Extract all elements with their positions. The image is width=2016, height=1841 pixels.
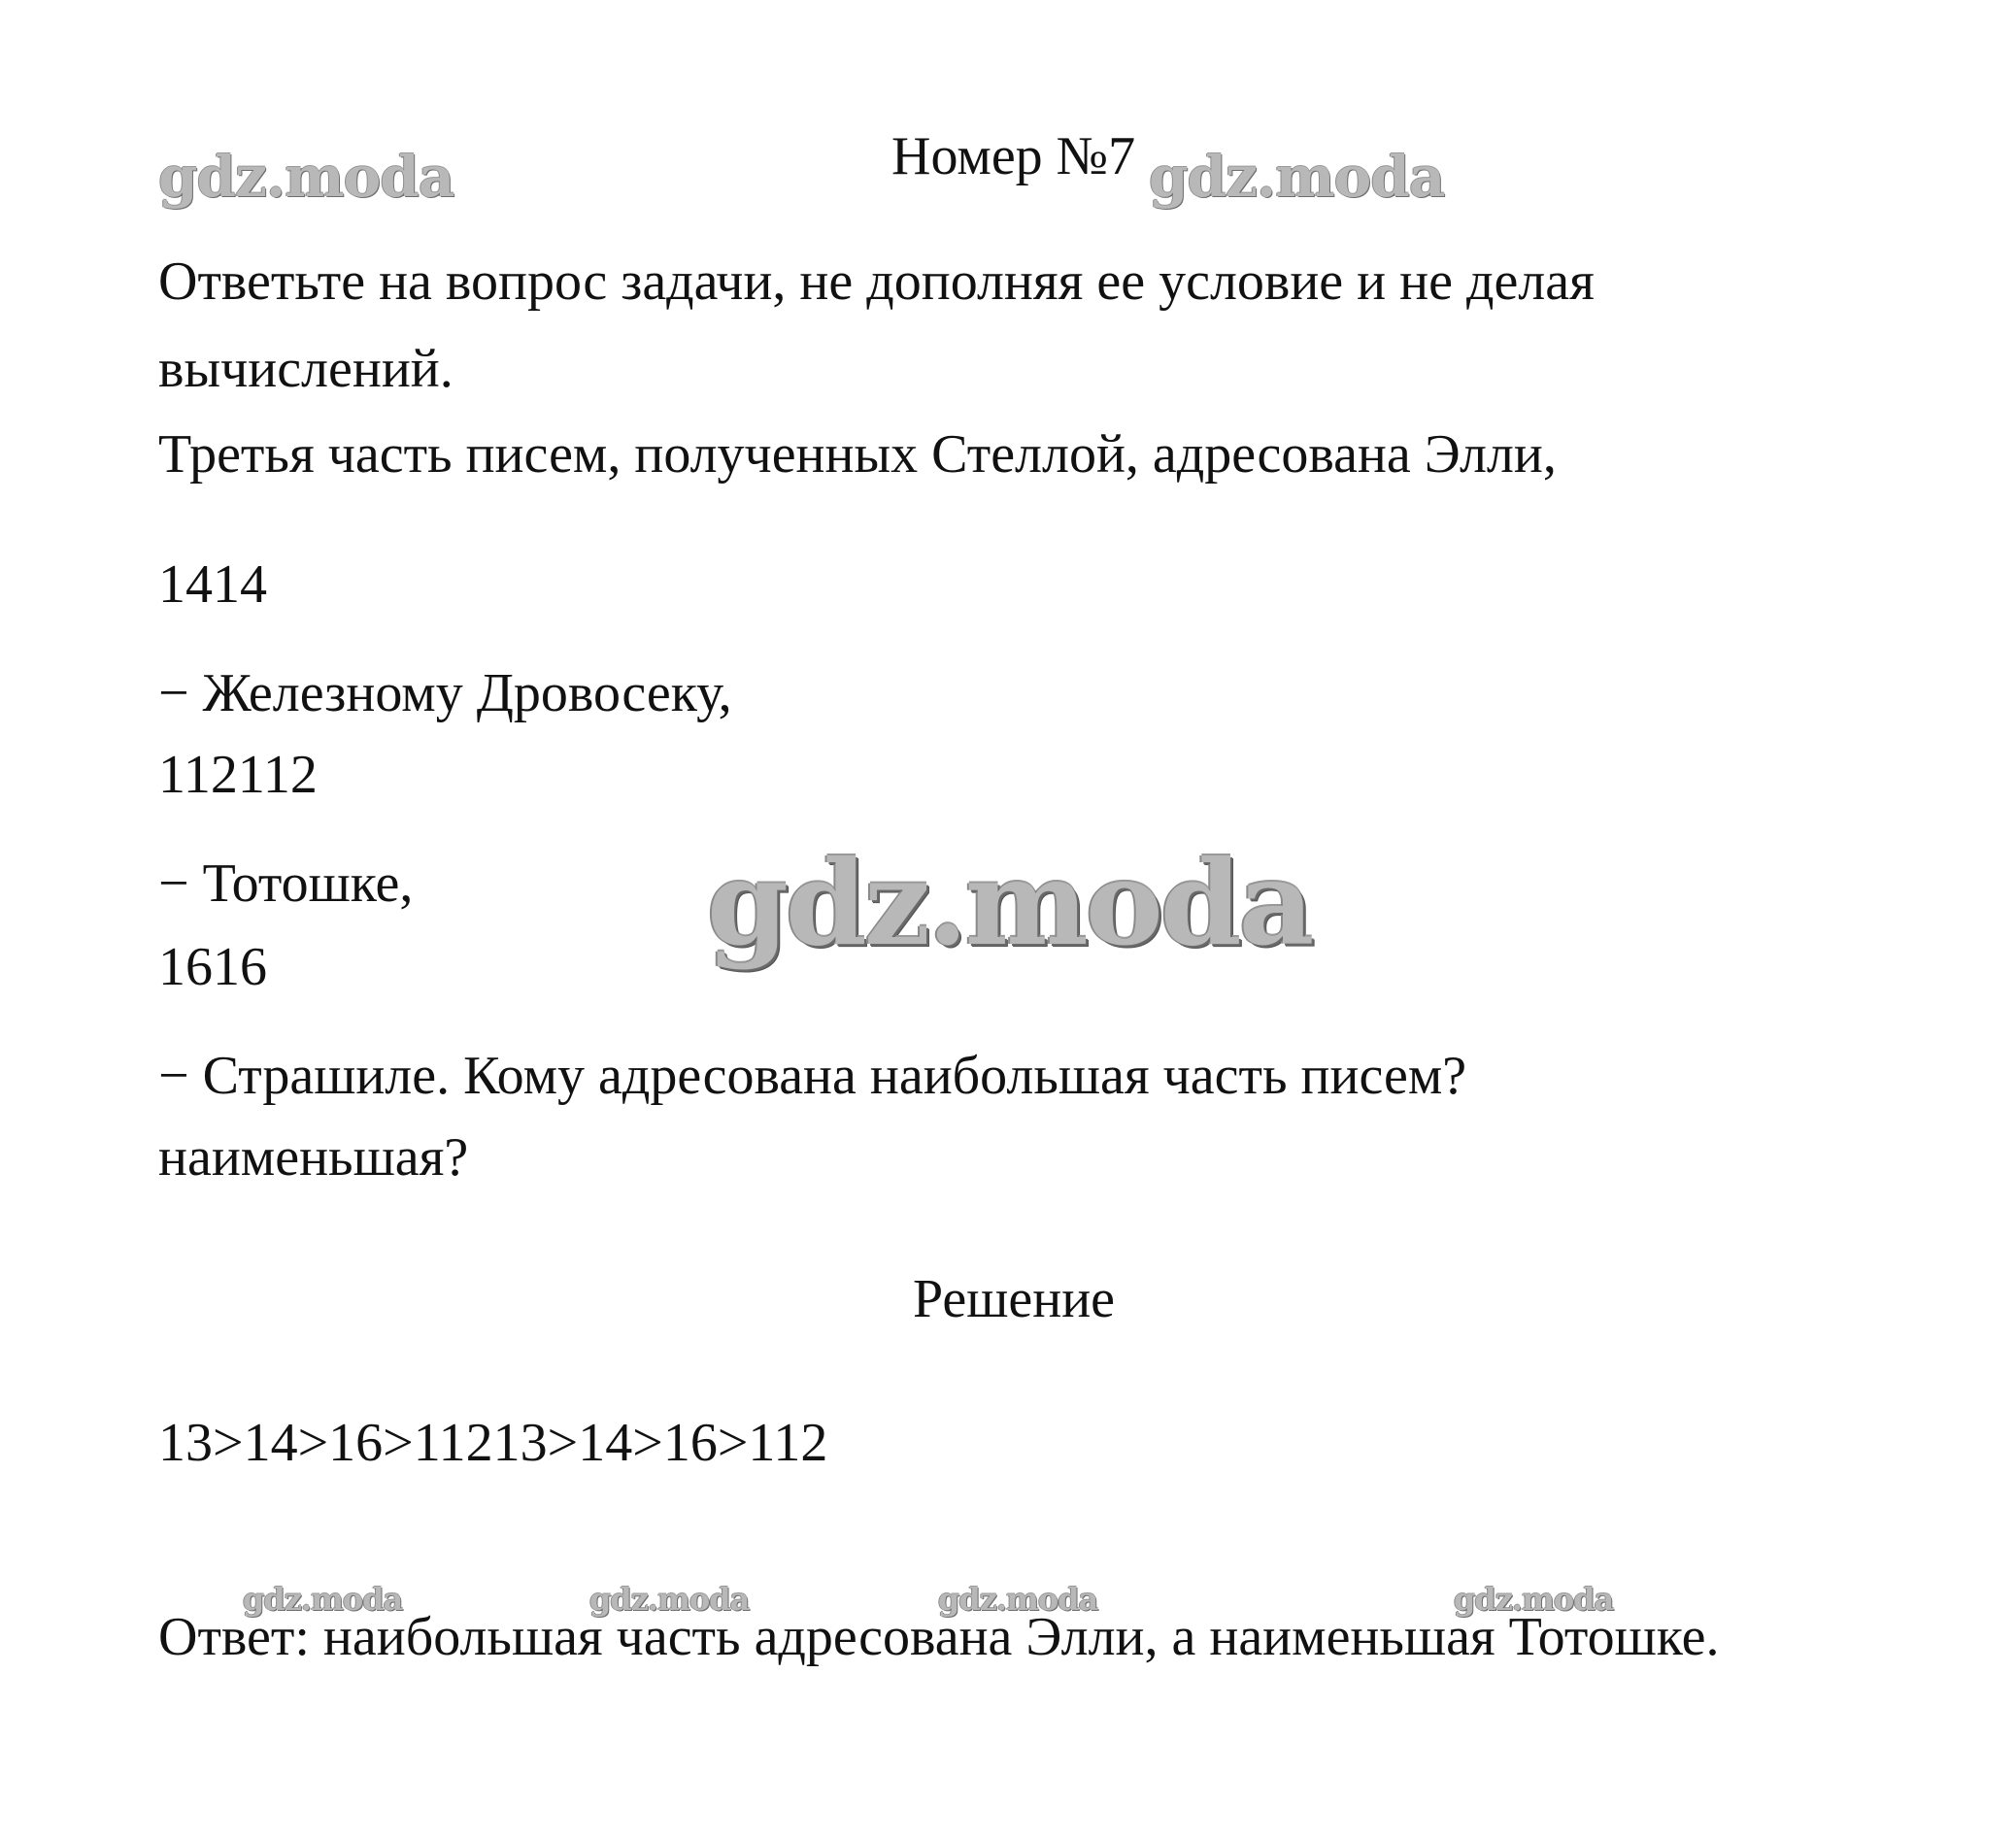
watermark-bottom-2: gdz.moda: [589, 1581, 750, 1618]
solution-heading: Решение: [913, 1269, 1116, 1329]
fraction-3: 1616: [158, 937, 267, 997]
part-2: − Тотошке,: [158, 854, 414, 914]
condition-line-3: Третья часть писем, полученных Стеллой, адресована Элли,: [158, 424, 1557, 485]
question-end: наименьшая?: [158, 1127, 469, 1188]
part-1: − Железному Дровосеку,: [158, 663, 732, 723]
part-3: − Страшиле. Кому адресована наибольшая часть писем?: [158, 1046, 1467, 1106]
watermark-center: gdz.moda: [707, 835, 1312, 972]
watermark-bottom-1: gdz.moda: [243, 1581, 403, 1618]
watermark-bottom-4: gdz.moda: [1454, 1581, 1614, 1618]
watermark-top-left: gdz.moda: [158, 144, 454, 210]
watermark-top-right: gdz.moda: [1149, 144, 1445, 210]
condition-line-1: Ответьте на вопрос задачи, не дополняя ее условие и не делая: [158, 251, 1595, 312]
answer-line: Ответ: наибольшая часть адресована Элли, а наименьшая Тотошке.: [158, 1607, 1720, 1667]
watermark-bottom-3: gdz.moda: [938, 1581, 1098, 1618]
fraction-1: 1414: [158, 554, 267, 615]
page-title: Номер №7: [891, 126, 1136, 186]
solution-line: 13>14>16>11213>14>16>112: [158, 1413, 828, 1473]
fraction-2: 112112: [158, 745, 318, 805]
condition-line-2: вычислений.: [158, 339, 454, 399]
